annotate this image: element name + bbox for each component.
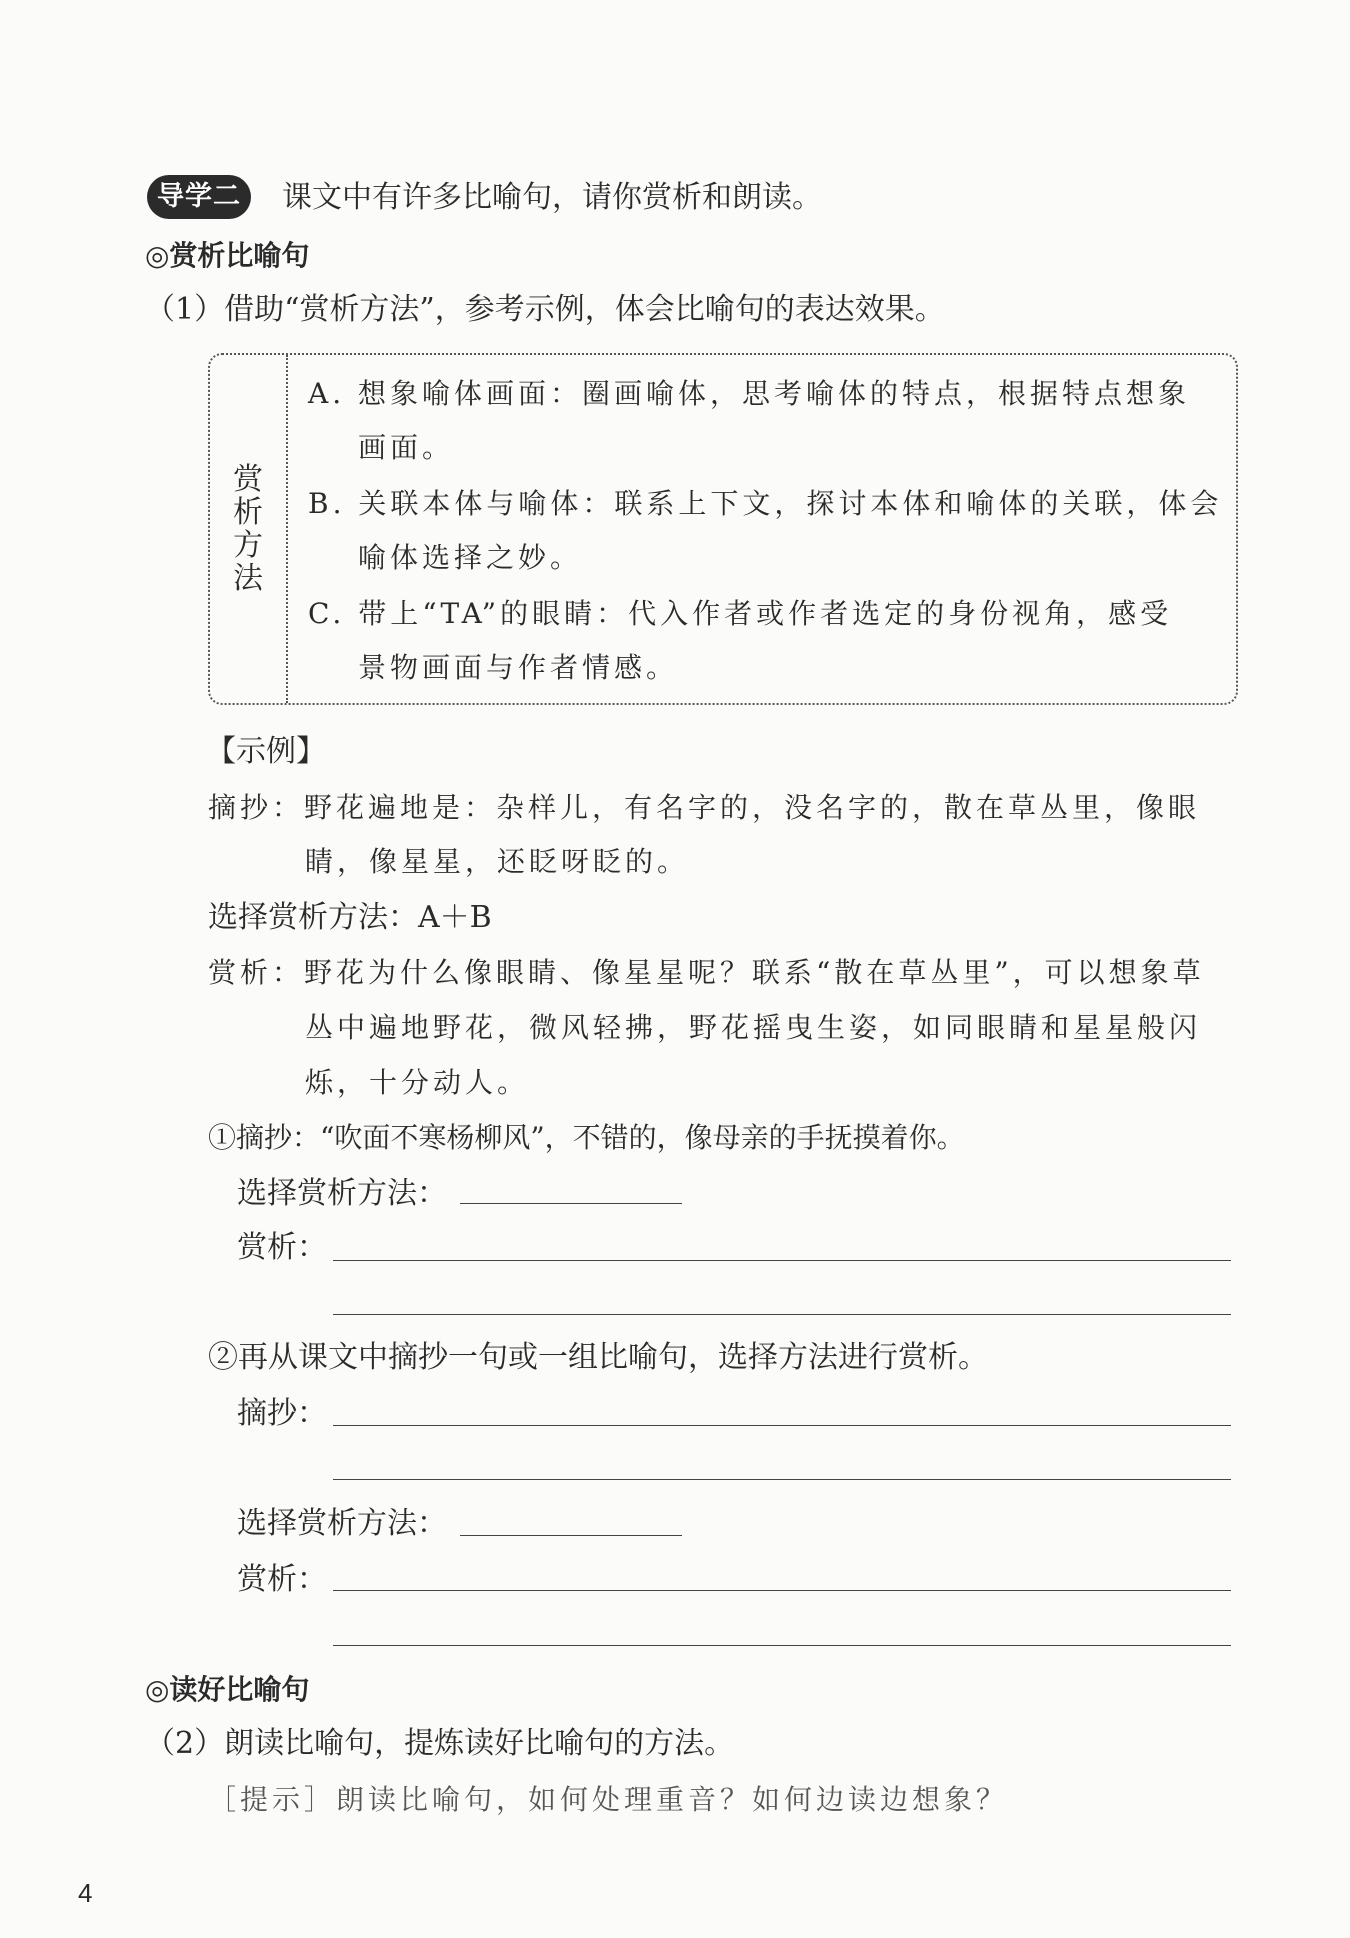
method-c-line1: C. 带上“TA”的眼睛：代入作者或作者选定的身份视角，感受 [308,597,1173,630]
task1-method-answer-line[interactable] [460,1203,682,1204]
task2-excerpt-answer-line-1[interactable] [333,1425,1231,1426]
task2-analysis-answer-line-1[interactable] [333,1590,1231,1591]
example-analysis-line1: 赏析：野花为什么像眼睛、像星星呢？联系“散在草丛里”，可以想象草 [208,956,1205,989]
example-title: 【示例】 [206,734,326,769]
method-a-line2: 画面。 [358,431,455,464]
example-excerpt-line1: 摘抄：野花遍地是：杂样儿，有名字的，没名字的，散在草丛里，像眼 [208,791,1201,824]
method-a-line1: A. 想象喻体画面：圈画喻体，思考喻体的特点，根据特点想象 [308,377,1191,410]
method-box-divider [286,355,288,703]
method-b-line2: 喻体选择之妙。 [358,541,583,574]
task1-analysis-answer-line-1[interactable] [333,1260,1231,1261]
example-analysis-line3: 烁，十分动人。 [305,1066,530,1099]
part2-question: （2）朗读比喻句，提炼读好比喻句的方法。 [145,1726,735,1761]
section-intro: 课文中有许多比喻句，请你赏析和朗读。 [282,180,822,215]
task1-method-label: 选择赏析方法： [237,1176,447,1211]
part2-hint: ［提示］朗读比喻句，如何处理重音？如何边读边想象？ [208,1783,1009,1816]
task2-prompt: ②再从课文中摘抄一句或一组比喻句，选择方法进行赏析。 [208,1340,988,1375]
task1-analysis-label: 赏析： [237,1230,327,1265]
task2-analysis-label: 赏析： [237,1562,327,1597]
example-excerpt-line2: 睛，像星星，还眨呀眨的。 [305,845,690,878]
task2-excerpt-label: 摘抄： [237,1396,327,1431]
part1-heading: ◎赏析比喻句 [145,239,310,272]
task1-prompt: ①摘抄：“吹面不寒杨柳风”，不错的，像母亲的手抚摸着你。 [208,1121,965,1154]
task2-method-label: 选择赏析方法： [237,1506,447,1541]
example-method: 选择赏析方法：A＋B [208,900,492,935]
task2-method-answer-line[interactable] [460,1535,682,1536]
part2-heading: ◎读好比喻句 [145,1673,310,1706]
method-c-line2: 景物画面与作者情感。 [358,651,679,684]
method-box-label: 赏 析 方 法 [233,462,263,596]
method-b-line1: B. 关联本体与喻体：联系上下文，探讨本体和喻体的关联，体会 [308,487,1223,520]
part1-question: （1）借助“赏析方法”，参考示例，体会比喻句的表达效果。 [145,292,945,327]
task2-excerpt-answer-line-2[interactable] [333,1479,1231,1480]
task1-analysis-answer-line-2[interactable] [333,1314,1231,1315]
example-analysis-line2: 丛中遍地野花，微风轻拂，野花摇曳生姿，如同眼睛和星星般闪 [305,1011,1202,1044]
task2-analysis-answer-line-2[interactable] [333,1645,1231,1646]
page-number: 4 [78,1878,93,1908]
section-badge: 导学二 [147,175,251,219]
